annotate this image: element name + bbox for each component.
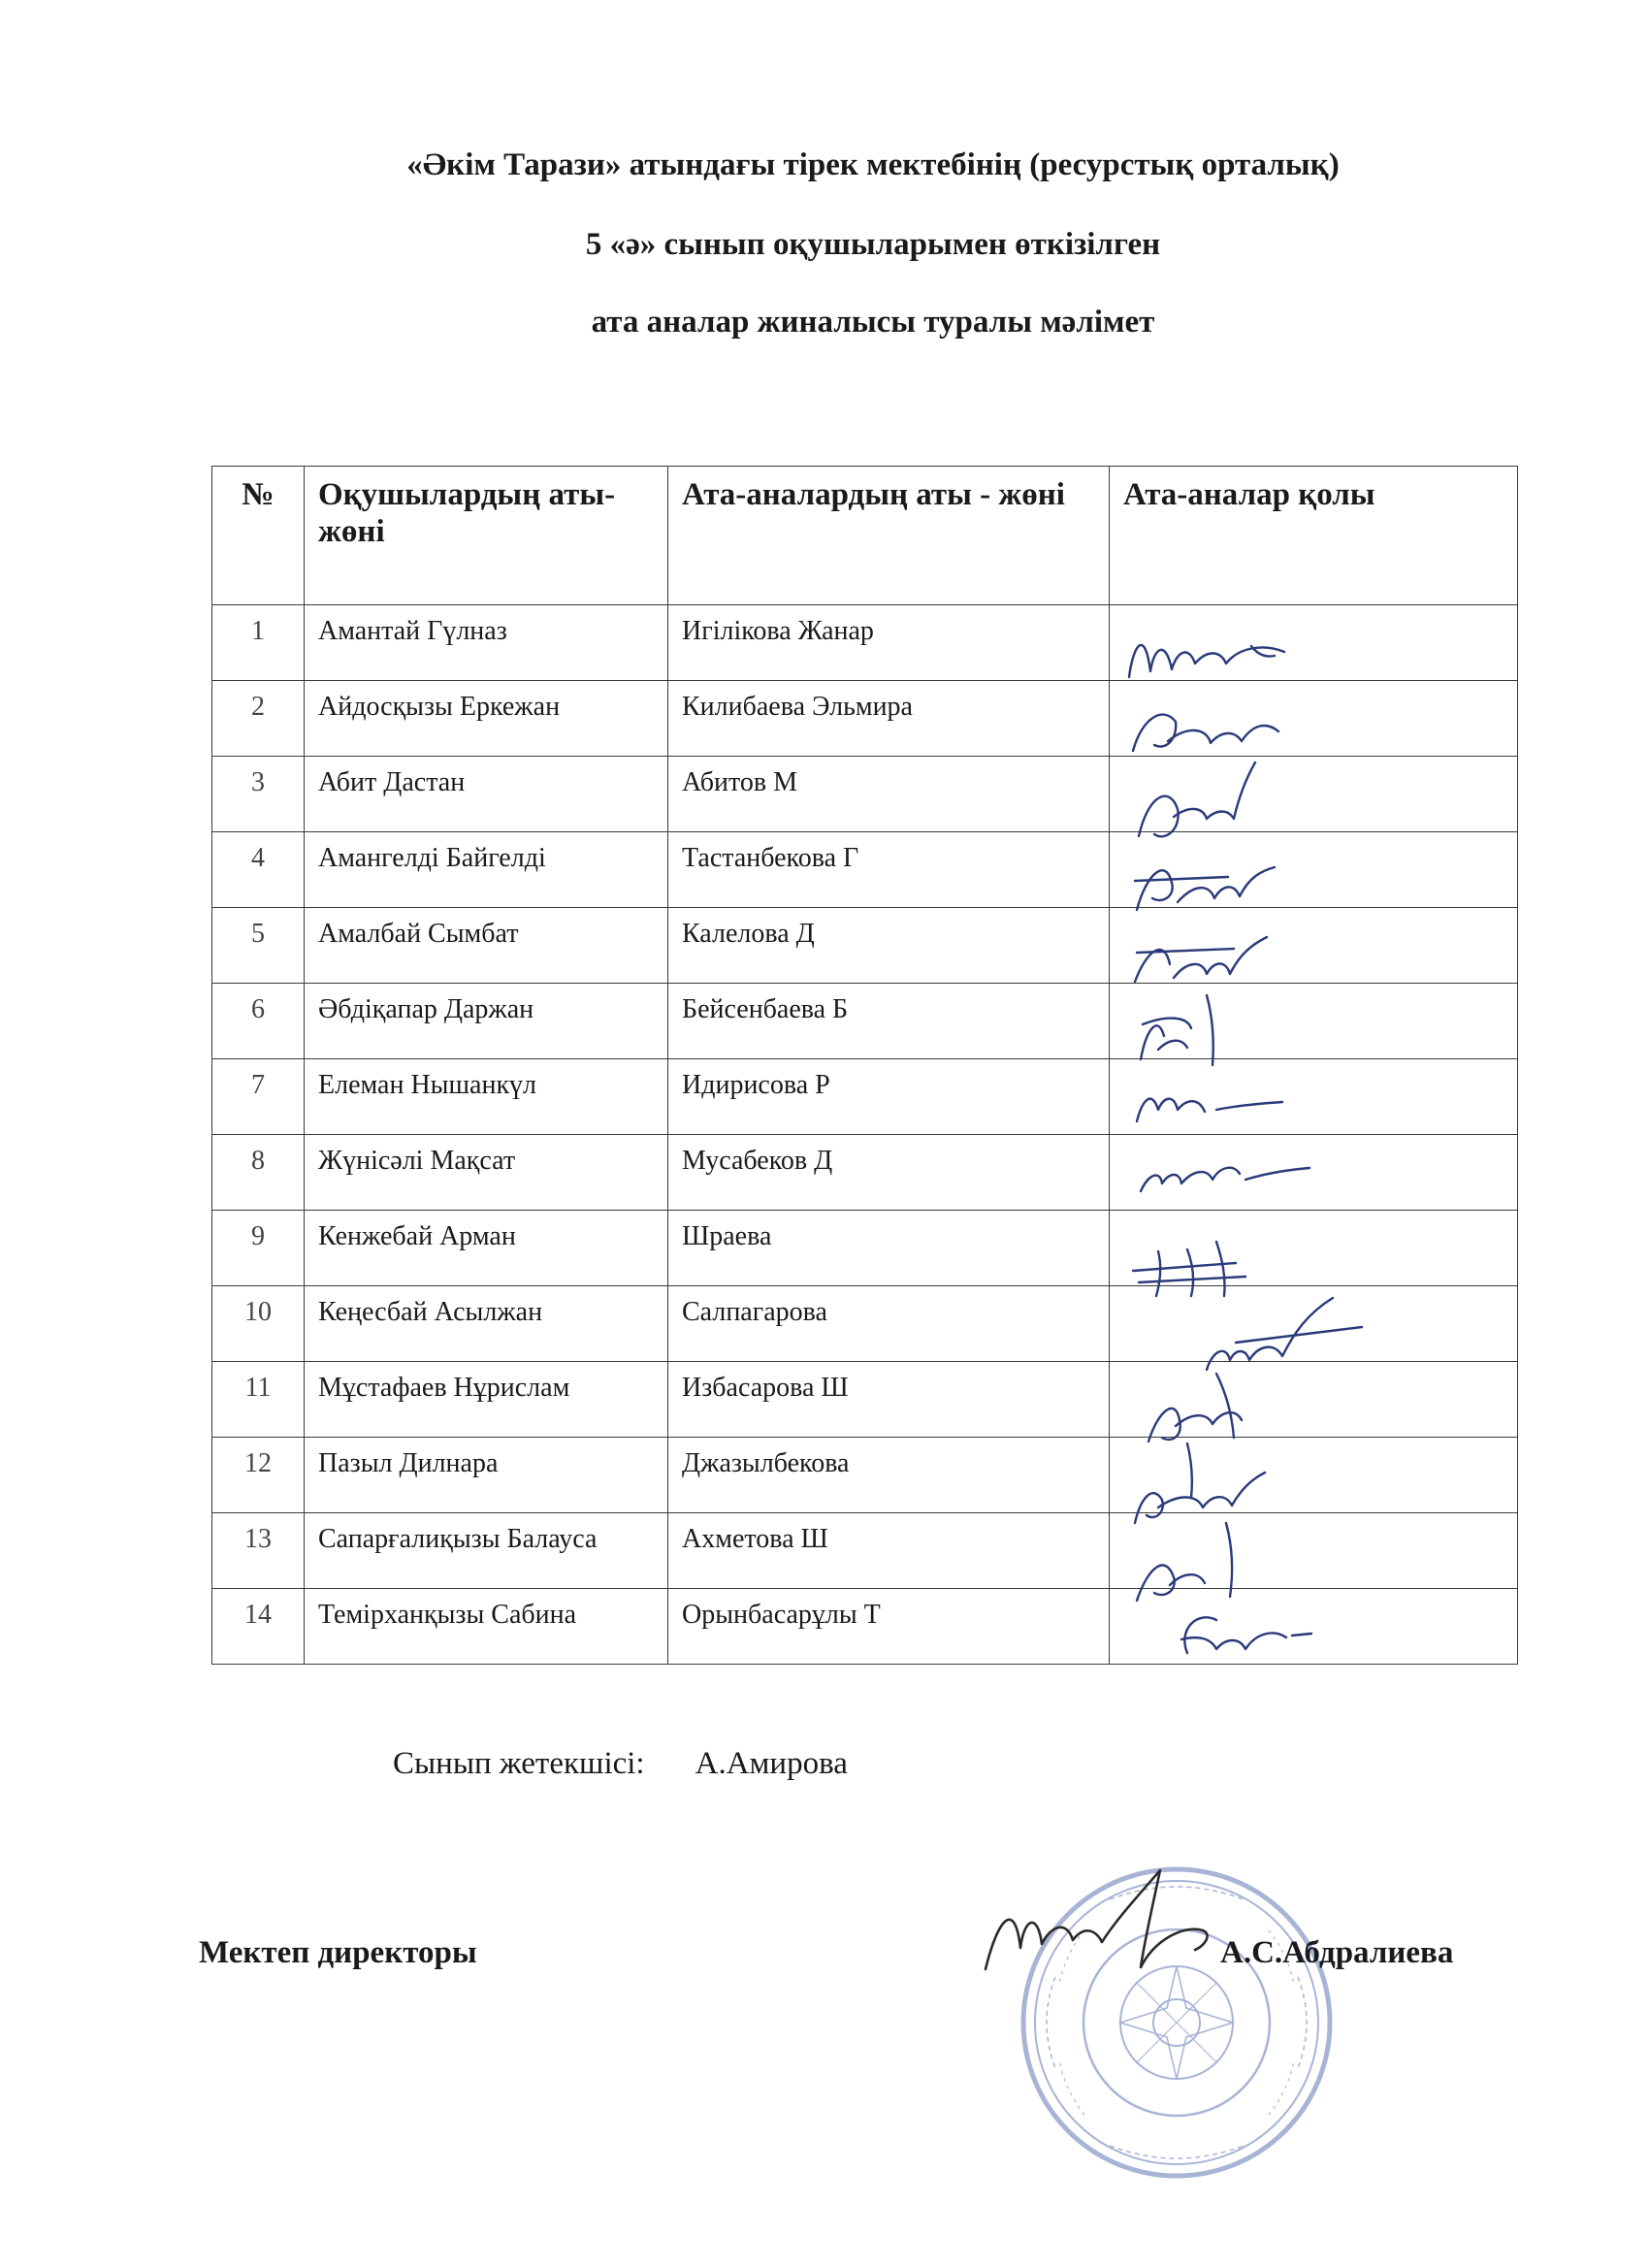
table-header-row bbox=[212, 467, 1518, 605]
student-name-cell bbox=[305, 908, 668, 984]
parent-signature-cell bbox=[1110, 1211, 1518, 1286]
document-title-line-1: «Әкім Тарази» атындағы тірек мектебінің (ресурстық орталық) bbox=[406, 147, 1340, 182]
table-row bbox=[212, 1362, 1518, 1438]
row-number-cell bbox=[212, 1362, 305, 1438]
row-number-cell bbox=[212, 681, 305, 757]
student-name-cell bbox=[305, 1362, 668, 1438]
parent-signature-cell bbox=[1110, 681, 1518, 757]
row-number-cell bbox=[212, 1438, 305, 1513]
row-number: 3 bbox=[251, 767, 265, 797]
student-name: Мұстафаев Нұрислам bbox=[318, 1373, 570, 1403]
director-name: А.С.Абдралиева bbox=[1220, 1935, 1454, 1970]
row-number: 13 bbox=[244, 1524, 272, 1554]
header-number: № bbox=[212, 467, 305, 605]
parent-name: Ахметова Ш bbox=[682, 1524, 828, 1554]
parent-signature-cell bbox=[1110, 908, 1518, 984]
student-name-cell bbox=[305, 1589, 668, 1665]
student-name: Елеман Нышанкүл bbox=[318, 1070, 537, 1100]
parent-name: Мусабеков Д bbox=[682, 1146, 833, 1176]
row-number: 7 bbox=[251, 1070, 265, 1100]
parent-signature-cell bbox=[1110, 1286, 1518, 1362]
parent-name: Избасарова Ш bbox=[682, 1373, 849, 1403]
student-name-cell bbox=[305, 832, 668, 908]
row-number: 12 bbox=[244, 1448, 272, 1478]
header-parent-signature: Ата-аналар қолы bbox=[1110, 467, 1518, 605]
row-number-cell bbox=[212, 984, 305, 1059]
table-row bbox=[212, 984, 1518, 1059]
student-name: Амантай Гүлназ bbox=[318, 616, 507, 646]
student-name: Айдосқызы Еркежан bbox=[318, 692, 561, 722]
parent-name-cell bbox=[668, 1135, 1110, 1211]
row-number: 14 bbox=[244, 1600, 272, 1630]
parent-name-cell bbox=[668, 1211, 1110, 1286]
row-number-cell bbox=[212, 1513, 305, 1589]
row-number-cell bbox=[212, 1211, 305, 1286]
parent-name: Тастанбекова Г bbox=[682, 843, 859, 873]
row-number: 11 bbox=[244, 1373, 272, 1403]
table-row bbox=[212, 1589, 1518, 1665]
row-number-cell bbox=[212, 1589, 305, 1665]
table-row bbox=[212, 1059, 1518, 1135]
table-row bbox=[212, 681, 1518, 757]
class-teacher-line bbox=[393, 1746, 848, 1782]
parent-signature-cell bbox=[1110, 1059, 1518, 1135]
director-signature bbox=[980, 1863, 1271, 1998]
parent-name-cell bbox=[668, 984, 1110, 1059]
parent-name-cell bbox=[668, 1059, 1110, 1135]
student-name-cell bbox=[305, 1135, 668, 1211]
parent-signature-cell bbox=[1110, 1135, 1518, 1211]
student-name-cell bbox=[305, 1438, 668, 1513]
row-number: 8 bbox=[251, 1146, 265, 1176]
document-title-line-3: ата аналар жиналысы туралы мәлімет bbox=[591, 305, 1155, 340]
student-name-cell bbox=[305, 605, 668, 681]
parent-name: Бейсенбаева Б bbox=[682, 994, 849, 1024]
row-number: 6 bbox=[251, 994, 265, 1024]
director-label: Мектеп директоры bbox=[199, 1935, 477, 1970]
parent-name-cell bbox=[668, 1286, 1110, 1362]
table-row bbox=[212, 1211, 1518, 1286]
student-name: Кеңесбай Асылжан bbox=[318, 1297, 543, 1327]
student-name: Абит Дастан bbox=[318, 767, 466, 797]
student-name-cell bbox=[305, 1286, 668, 1362]
parent-name-cell bbox=[668, 832, 1110, 908]
parent-name-cell bbox=[668, 1513, 1110, 1589]
row-number-cell bbox=[212, 757, 305, 832]
row-number: 2 bbox=[251, 692, 265, 722]
table-row bbox=[212, 1286, 1518, 1362]
table-row bbox=[212, 1438, 1518, 1513]
parent-name-cell bbox=[668, 605, 1110, 681]
header-student-name: Оқушылардың аты-жөні bbox=[305, 467, 668, 605]
student-name-cell bbox=[305, 1211, 668, 1286]
parent-name-cell bbox=[668, 1589, 1110, 1665]
table-row bbox=[212, 1135, 1518, 1211]
student-name-cell bbox=[305, 681, 668, 757]
parent-name-cell bbox=[668, 681, 1110, 757]
attendance-table bbox=[211, 466, 1518, 1665]
row-number-cell bbox=[212, 605, 305, 681]
row-number-cell bbox=[212, 832, 305, 908]
row-number-cell bbox=[212, 1059, 305, 1135]
parent-signature-cell bbox=[1110, 1362, 1518, 1438]
student-name: Амангелді Байгелді bbox=[318, 843, 546, 873]
parent-name-cell bbox=[668, 1438, 1110, 1513]
parent-signature bbox=[1139, 1591, 1391, 1688]
student-name: Кенжебай Арман bbox=[318, 1221, 516, 1251]
parent-name: Шраева bbox=[682, 1221, 772, 1251]
table-row bbox=[212, 1513, 1518, 1589]
row-number: 9 bbox=[251, 1221, 265, 1251]
document-title-line-2: 5 «ә» сынып оқушыларымен өткізілген bbox=[585, 227, 1161, 262]
student-name-cell bbox=[305, 984, 668, 1059]
row-number: 1 bbox=[251, 616, 265, 646]
parent-name: Идирисова Р bbox=[682, 1070, 830, 1100]
parent-signature-cell bbox=[1110, 757, 1518, 832]
class-teacher-name: А.Амирова bbox=[695, 1746, 848, 1781]
parent-name: Салпагарова bbox=[682, 1297, 827, 1327]
row-number: 4 bbox=[251, 843, 265, 873]
student-name: Пазыл Дилнара bbox=[318, 1448, 499, 1478]
parent-signature-cell bbox=[1110, 605, 1518, 681]
parent-signature-cell bbox=[1110, 1589, 1518, 1665]
parent-signature-cell bbox=[1110, 832, 1518, 908]
row-number: 5 bbox=[251, 919, 265, 949]
table-row bbox=[212, 757, 1518, 832]
parent-signature-cell bbox=[1110, 1438, 1518, 1513]
parent-name: Килибаева Эльмира bbox=[682, 692, 913, 722]
parent-name: Орынбасарұлы Т bbox=[682, 1600, 881, 1630]
table-row bbox=[212, 908, 1518, 984]
parent-signature-cell bbox=[1110, 1513, 1518, 1589]
student-name-cell bbox=[305, 1059, 668, 1135]
class-teacher-label: Сынып жетекшісі: bbox=[393, 1746, 645, 1781]
header-parent-name: Ата-аналардың аты - жөні bbox=[668, 467, 1110, 605]
parent-name: Абитов М bbox=[682, 767, 798, 797]
row-number-cell bbox=[212, 908, 305, 984]
table-row bbox=[212, 832, 1518, 908]
parent-name-cell bbox=[668, 908, 1110, 984]
parent-name-cell bbox=[668, 757, 1110, 832]
row-number-cell bbox=[212, 1286, 305, 1362]
parent-name: Калелова Д bbox=[682, 919, 815, 949]
row-number: 10 bbox=[244, 1297, 272, 1327]
parent-name-cell bbox=[668, 1362, 1110, 1438]
student-name: Амалбай Сымбат bbox=[318, 919, 519, 949]
parent-name: Джазылбекова bbox=[682, 1448, 850, 1478]
student-name: Темірханқызы Сабина bbox=[318, 1600, 577, 1630]
student-name: Сапарғалиқызы Балауса bbox=[318, 1524, 598, 1554]
student-name: Әбдіқапар Даржан bbox=[318, 994, 534, 1024]
parent-signature-cell bbox=[1110, 984, 1518, 1059]
table-row bbox=[212, 605, 1518, 681]
student-name-cell bbox=[305, 1513, 668, 1589]
student-name-cell bbox=[305, 757, 668, 832]
parent-name: Игілікова Жанар bbox=[682, 616, 874, 646]
student-name: Жүнісәлі Мақсат bbox=[318, 1146, 516, 1176]
row-number-cell bbox=[212, 1135, 305, 1211]
